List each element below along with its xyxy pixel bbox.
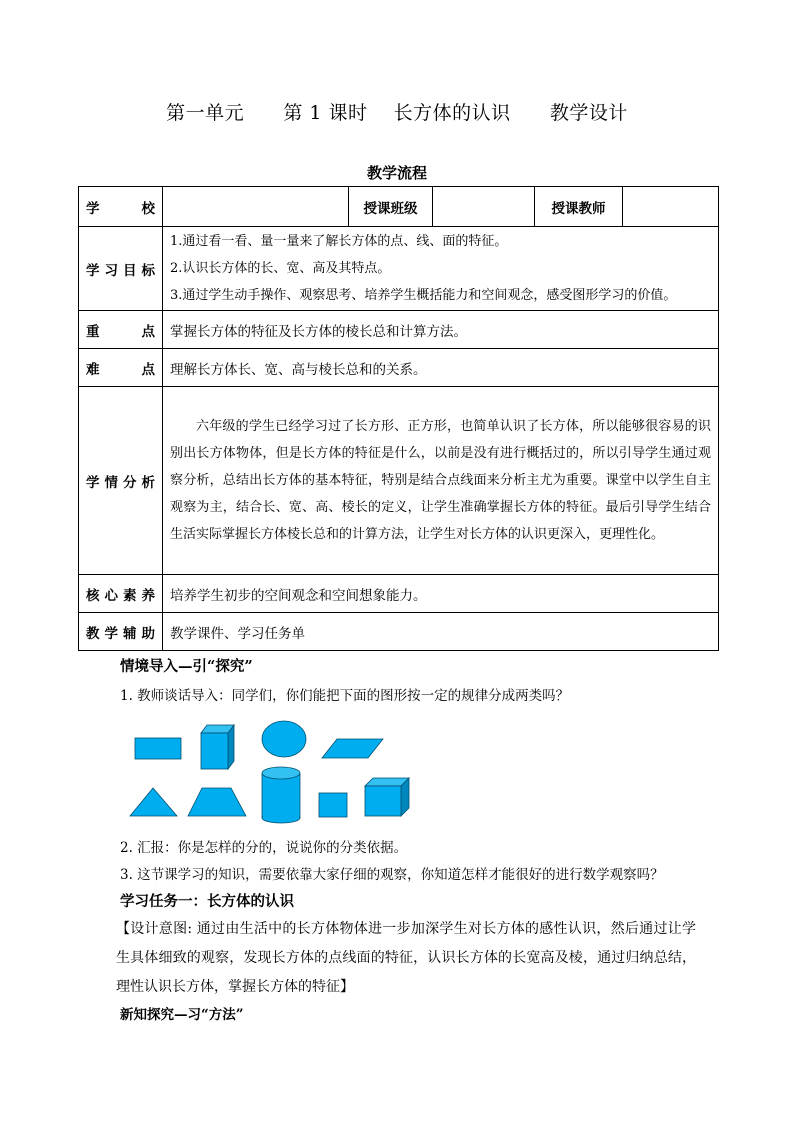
lesson-info-table <box>78 186 719 651</box>
new-knowledge-heading: 新知探究—习“方法” <box>120 1007 244 1023</box>
document-title: 第一单元 第 1 课时 长方体的认识 教学设计 <box>166 102 628 124</box>
goal-item: 1.通过看一看、量一量来了解长方体的点、线、面的特征。 <box>170 234 508 249</box>
class-value <box>433 187 535 227</box>
goals-label: 学习目标 <box>79 227 163 311</box>
square-shape <box>319 793 347 817</box>
shape-figure <box>126 716 416 824</box>
cube-shape <box>365 778 409 816</box>
analysis-cell <box>163 387 719 575</box>
analysis-label: 学情分析 <box>79 387 163 575</box>
table-row-difficulty <box>79 349 719 387</box>
table-row-literacy <box>79 575 719 613</box>
circle-shape <box>262 721 306 757</box>
analysis-text: 六年级的学生已经学习过了长方形、正方形，也简单认识了长方体，所以能够很容易的识别出长方体物体，但是长方体的特征是什么，以前是没有进行概括过的，所以引导学生通过观察分析，总结出长方体的基本特征，特别是结合点线面来分析主尤为重要。课堂中以学生自主观察为主，结合长、宽、高、棱长的定义，让学生准确掌握长方体的特征。最后引导学生结合生活实际掌握长方体棱长总和的计算方法，让学生对长方体的认识更深入，更理性化。 <box>170 419 711 542</box>
triangle-shape <box>130 788 177 816</box>
flow-title: 教学流程 <box>366 164 427 182</box>
parallelogram-shape <box>322 739 383 758</box>
table-row-aids <box>79 613 719 651</box>
table-row-school <box>79 187 719 227</box>
goal-item: 2.认识长方体的长、宽、高及其特点。 <box>170 261 391 276</box>
difficulty-value: 理解长方体长、宽、高与棱长总和的关系。 <box>163 349 719 387</box>
school-label: 学 校 <box>79 187 163 227</box>
table-row-goals <box>79 227 719 311</box>
class-label: 授课班级 <box>349 187 433 227</box>
goal-item: 3.通过学生动手操作、观察思考、培养学生概括能力和空间观念，感受图形学习的价值。 <box>170 288 677 303</box>
task1-heading: 学习任务一：长方体的认识 <box>120 893 294 910</box>
design-intent-note: 【设计意图: 通过由生活中的长方体物体进一步加深学生对长方体的感性认识，然后通过让学生具体细致的观察，发现长方体的点线面的特征，认识长方体的长宽高及棱，通过归纳总结，理性认识长方体，掌握长方体的特征】 <box>116 921 696 995</box>
teacher-value <box>623 187 719 227</box>
rectangle-shape <box>135 738 181 759</box>
intro-question-3: 3. 这节课学习的知识，需要依靠大家仔细的观察，你知道怎样才能很好的进行数学观察吗？ <box>120 867 664 883</box>
intro-question-1: 1. 教师谈话导入：同学们，你们能把下面的图形按一定的规律分成两类吗？ <box>120 688 570 704</box>
literacy-label: 核心素养 <box>79 575 163 613</box>
intro-question-2: 2. 汇报：你是怎样的分的，说说你的分类依据。 <box>120 840 408 856</box>
table-row-analysis <box>79 387 719 575</box>
trapezoid-shape <box>188 788 246 816</box>
cylinder-shape <box>262 767 300 823</box>
aids-value: 教学课件、学习任务单 <box>163 613 719 651</box>
literacy-value: 培养学生初步的空间观念和空间想象能力。 <box>163 575 719 613</box>
school-value <box>163 187 349 227</box>
difficulty-label: 难 点 <box>79 349 163 387</box>
intro-heading: 情境导入—引“探究” <box>120 658 253 675</box>
tall-cuboid-shape <box>201 725 234 769</box>
goals-cell <box>163 227 719 311</box>
teacher-label: 授课教师 <box>535 187 623 227</box>
key-point-label: 重 点 <box>79 311 163 349</box>
aids-label: 教学辅助 <box>79 613 163 651</box>
key-point-value: 掌握长方体的特征及长方体的棱长总和计算方法。 <box>163 311 719 349</box>
table-row-key-point <box>79 311 719 349</box>
